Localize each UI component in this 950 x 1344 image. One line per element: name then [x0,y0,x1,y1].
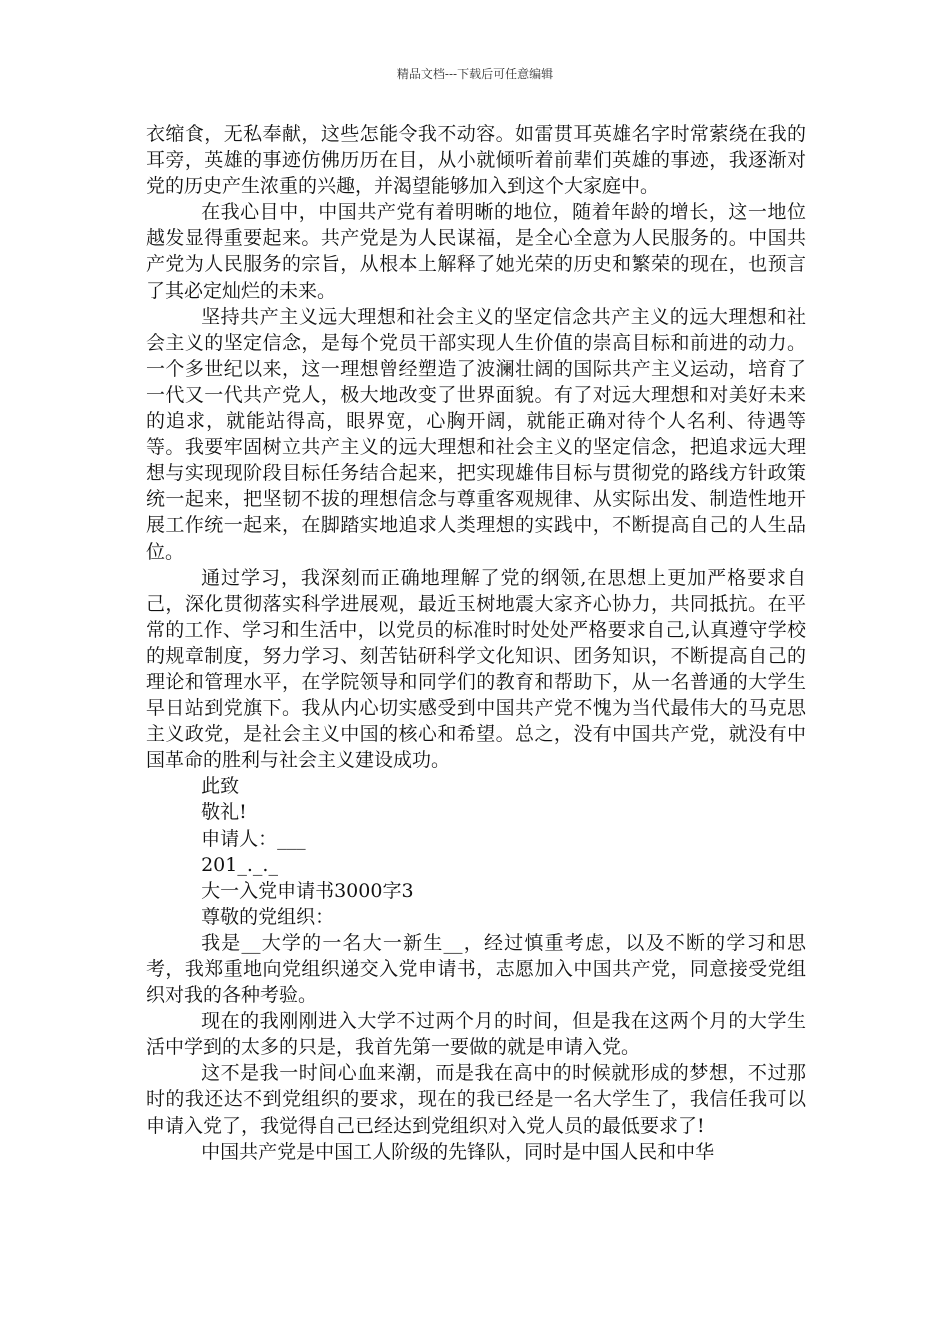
paragraph: 在我心目中，中国共产党有着明晰的地位，随着年龄的增长，这一地位越发显得重要起来。共产党是为人民谋福，是全心全意为人民服务的。中国共产党为人民服务的宗旨，从根本上解释了她光荣的历史和繁荣的现在，也预言了其必定灿烂的未来。 [146,201,806,302]
document-body [146,121,806,1165]
page-header: 精品文档---下载后可任意编辑 [396,67,554,81]
greeting: 尊敬的党组织： [201,905,335,928]
paragraph: 中国共产党是中国工人阶级的先锋队，同时是中国人民和中华 [201,1140,715,1163]
paragraph: 通过学习，我深刻而正确地理解了党的纲领,在思想上更加严格要求自己，深化贯彻落实科学进展观，最近玉树地震大家齐心协力，共同抵抗。在平常的工作、学习和生活中，以党员的标准时时处处严格要求自己,认真遵守学校的规章制度，努力学习、刻苦钻研科学文化知识、团务知识，不断提高自己的理论和管理水平，在学院领导和同学们的教育和帮助下，从一名普通的大学生早日站到党旗下。我从内心切实感受到中国共产党不愧为当代最伟大的马克思主义政党，是社会主义中国的核心和希望。总之，没有中国共产党，就没有中国革命的胜利与社会主义建设成功。 [146,566,806,772]
paragraph: 坚持共产主义远大理想和社会主义的坚定信念共产主义的远大理想和社会主义的坚定信念，是每个党员干部实现人生价值的崇高目标和前进的动力。一个多世纪以来，这一理想曾经塑造了波澜壮阔的国际共产主义运动，培育了一代又一代共产党人，极大地改变了世界面貌。有了对远大理想和对美好未来的追求，就能站得高，眼界宽，心胸开阔，就能正确对待个人名利、待遇等等。我要牢固树立共产主义的远大理想和社会主义的坚定信念，把追求远大理想与实现现阶段目标任务结合起来，把实现雄伟目标与贯彻党的路线方针政策统一起来，把坚韧不拔的理想信念与尊重客观规律、从实际出发、制造性地开展工作统一起来，在脚踏实地追求人类理想的实践中，不断提高自己的人生品位。 [146,305,806,563]
section-title: 大一入党申请书3000字3 [201,879,414,902]
paragraph: 现在的我刚刚进入大学不过两个月的时间，但是我在这两个月的大学生活中学到的太多的只是，我首先第一要做的就是申请入党。 [146,1010,806,1059]
closing-regards: 敬礼! [201,801,247,824]
paragraph-continuation: 衣缩食，无私奉献，这些怎能令我不动容。如雷贯耳英雄名字时常萦绕在我的耳旁，英雄的事迹仿佛历历在目，从小就倾听着前辈们英雄的事迹，我逐渐对党的历史产生浓重的兴趣，并渴望能够加入到这个大家庭中。 [146,123,806,198]
applicant-signature-line: 申请人：___ [201,827,306,850]
closing-salutation: 此致 [201,775,240,798]
paragraph: 我是__大学的一名大一新生__，经过慎重考虑，以及不断的学习和思考，我郑重地向党组织递交入党申请书，志愿加入中国共产党，同意接受党组织对我的各种考验。 [146,931,806,1007]
date-line: 201_._._ [201,853,278,876]
paragraph: 这不是我一时间心血来潮，而是我在高中的时候就形成的梦想，不过那时的我还达不到党组织的要求，现在的我已经是一名大学生了，我信任我可以申请入党了，我觉得自己已经达到党组织对入党人员的最低要求了! [146,1062,806,1137]
